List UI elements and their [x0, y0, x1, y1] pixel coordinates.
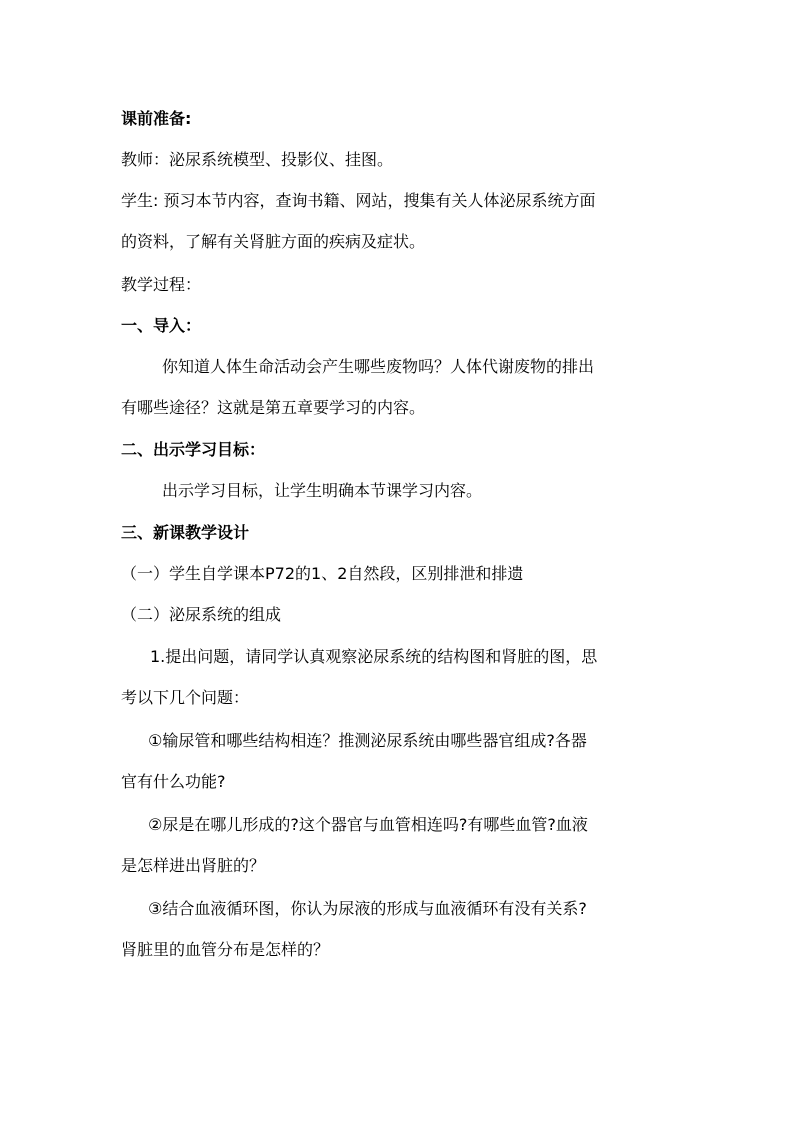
heading-new-lesson-design: 三、新课教学设计: [121, 523, 250, 542]
paragraph-teacher: 教师：泌尿系统模型、投影仪、挂图。: [121, 150, 394, 169]
question-3-line1: ③结合血液循环图，你认为尿液的形成与血液循环有没有关系?: [148, 899, 587, 918]
section-heading-preparation: 课前准备:: [121, 109, 192, 128]
question-1-line1: ①输尿管和哪些结构相连？推测泌尿系统由哪些器官组成?各器: [148, 731, 587, 750]
heading-objectives: 二、出示学习目标：: [121, 440, 266, 459]
paragraph-student-line2: 的资料，了解有关肾脏方面的疾病及症状。: [121, 232, 426, 251]
paragraph-student-line1: 学生: 预习本节内容，查询书籍、网站，搜集有关人体泌尿系统方面: [121, 191, 596, 210]
subsection-urinary-system: （二）泌尿系统的组成: [121, 605, 282, 624]
paragraph-question-prompt-line2: 考以下几个问题：: [121, 688, 250, 707]
question-3-line2: 肾脏里的血管分布是怎样的？: [121, 940, 330, 959]
paragraph-intro-line2: 有哪些途径？这就是第五章要学习的内容。: [121, 398, 426, 417]
question-2-line1: ②尿是在哪儿形成的?这个器官与血管相连吗?有哪些血管?血液: [148, 815, 588, 834]
heading-intro: 一、导入：: [121, 316, 202, 335]
paragraph-question-prompt-line1: 1.提出问题，请同学认真观察泌尿系统的结构图和肾脏的图，思: [150, 647, 598, 666]
paragraph-objectives: 出示学习目标，让学生明确本节课学习内容。: [162, 481, 483, 500]
question-2-line2: 是怎样进出肾脏的？: [121, 856, 266, 875]
paragraph-intro-line1: 你知道人体生命活动会产生哪些废物吗？人体代谢废物的排出: [162, 357, 595, 376]
section-heading-process: 教学过程：: [121, 275, 202, 294]
question-1-line2: 官有什么功能?: [121, 772, 226, 791]
subsection-self-study: （一）学生自学课本P72的1、2自然段，区别排泄和排遗: [121, 564, 524, 583]
